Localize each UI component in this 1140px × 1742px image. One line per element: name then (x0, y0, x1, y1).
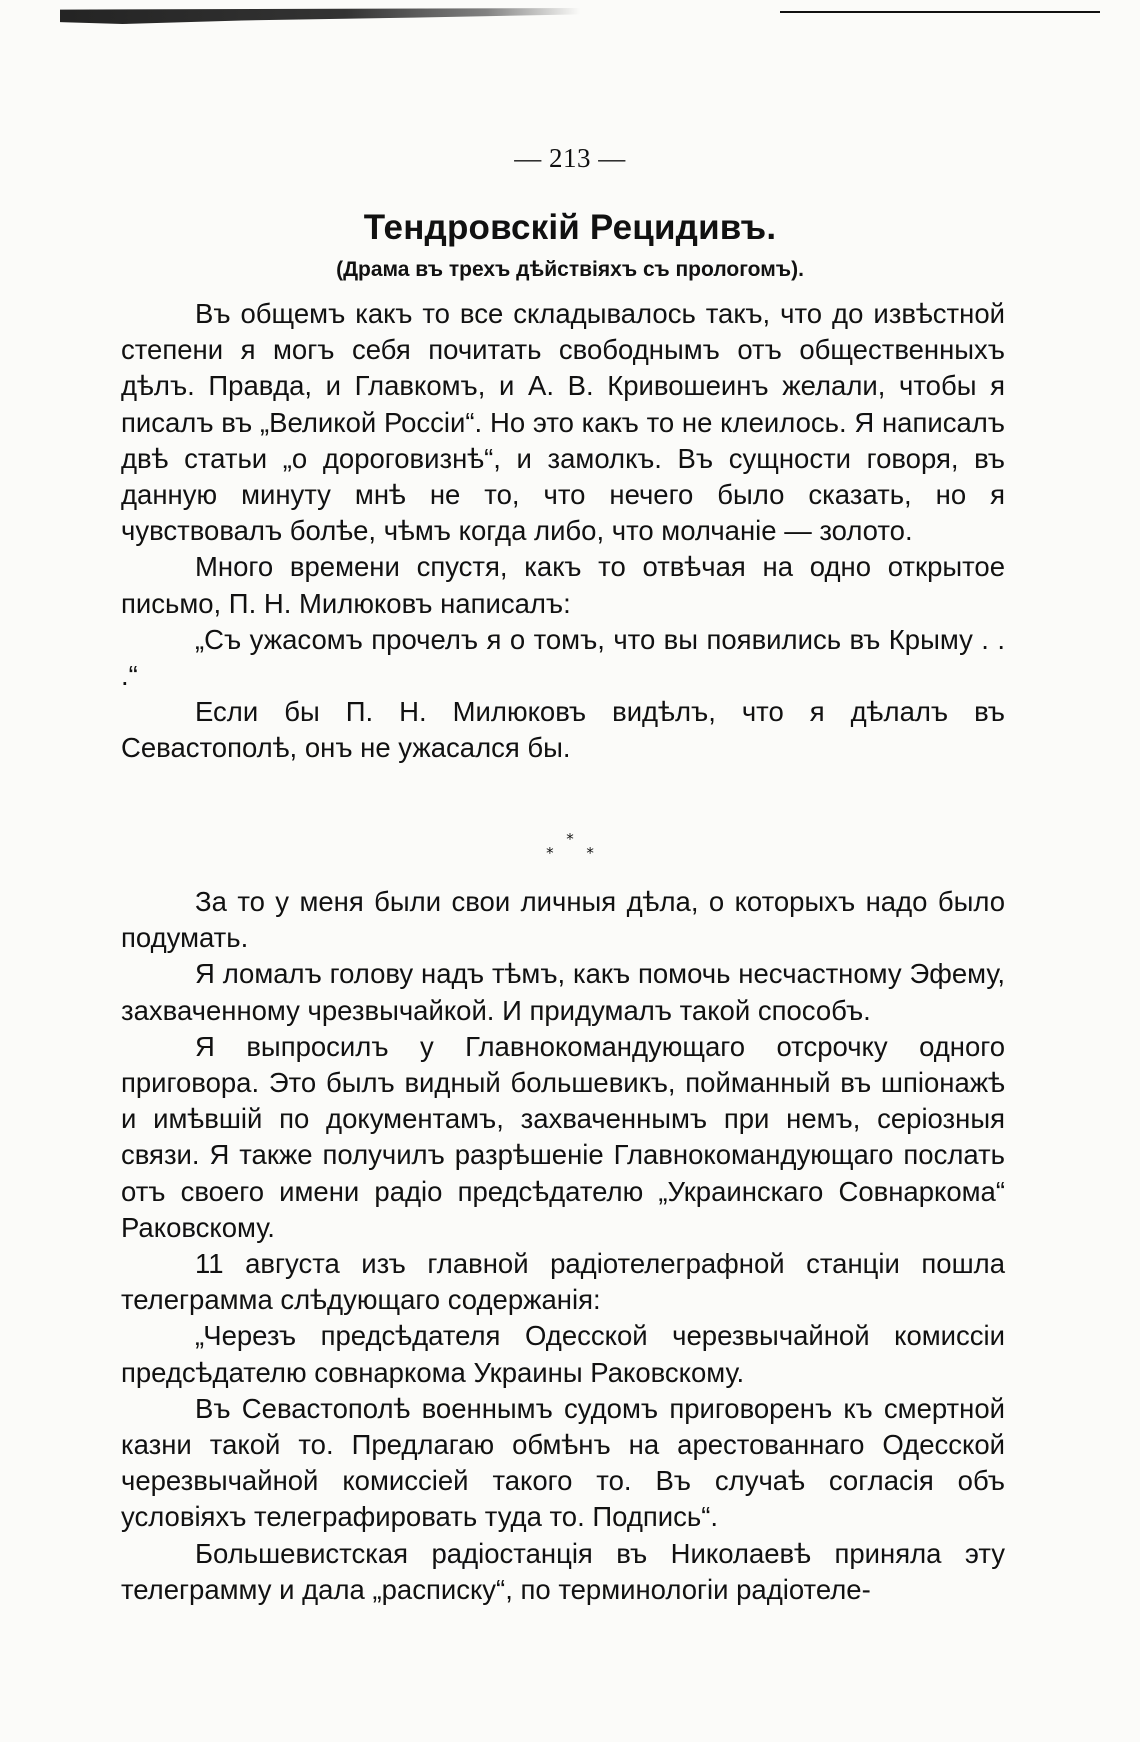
paragraph: Я ломалъ голову надъ тѣмъ, какъ помочь несчастному Эфему, захваченному чрезвычайкой. И придумалъ такой способъ. (121, 958, 1005, 1026)
chapter-title: Тендровскій Рецидивъ. (363, 208, 777, 247)
text-section-one (121, 296, 1005, 767)
paragraph: Я выпросилъ у Главнокомандующаго отсрочку одного приговора. Это былъ видный большевикъ, пойманный въ шпіонажѣ и имѣвшій по документамъ, захваченнымъ при немъ, серіозныя связи. Я также получилъ разрѣшеніе Главнокомандующаго послать отъ своего имени радіо предсѣдателю „Украинскаго Совнаркома“ Раковскому. (121, 1030, 1005, 1243)
top-right-rule (780, 11, 1100, 13)
paragraph: Въ Севастополѣ военнымъ судомъ приговоренъ къ смертной казни такой то. Предлагаю обмѣнъ на арестованнаго Одесской черезвычайной комиссіей такого то. Въ случаѣ согласія объ условіяхъ телеграфировать туда то. Подпись“. (121, 1392, 1005, 1533)
chapter-subtitle: (Драма въ трехъ дѣйствіяхъ съ прологомъ). (336, 258, 804, 281)
paragraph: 11 августа изъ главной радіотелеграфной станціи пошла телеграмма слѣдующаго содержанія: (121, 1248, 1005, 1316)
paragraph: За то у меня были свои личныя дѣла, о которыхъ надо было подумать. (121, 886, 1005, 954)
paragraph: „Черезъ предсѣдателя Одесской черезвычайной комиссіи предсѣдателю совнаркома Украины Раковскому. (121, 1320, 1005, 1388)
paragraph: „Съ ужасомъ прочелъ я о томъ, что вы появились въ Крыму . . .“ (121, 623, 1005, 692)
text-section-two (121, 884, 1005, 1608)
top-scan-rule (60, 8, 580, 24)
paragraph: Если бы П. Н. Милюковъ видѣлъ, что я дѣлалъ въ Севастополѣ, онъ не ужасался бы. (121, 696, 1005, 764)
paragraph: Въ общемъ какъ то все складывалось такъ, что до извѣстной степени я могъ себя почитать свободнымъ отъ общественныхъ дѣлъ. Правда, и Главкомъ, и А. В. Кривошеинъ желали, чтобы я писалъ въ „Великой Россіи“. Но это какъ то не клеилось. Я написалъ двѣ статьи „о дороговизнѣ“, и замолкъ. Въ сущности говоря, въ данную минуту мнѣ не то, что нечего было сказать, но я чувствовалъ болѣе, чѣмъ когда либо, что молчаніе — золото. (121, 298, 1005, 547)
separator-top-asterisk: * (566, 830, 574, 848)
section-separator (0, 832, 1140, 860)
paragraph: Большевистская радіостанція въ Николаевѣ приняла эту телеграмму и дала „расписку“, по терминологіи радіотеле- (121, 1537, 1005, 1605)
paragraph: Много времени спустя, какъ то отвѣчая на одно открытое письмо, П. Н. Милюковъ написалъ: (121, 551, 1005, 619)
page-number: — 213 — (514, 143, 626, 173)
separator-bottom-asterisks: * * (546, 844, 608, 862)
